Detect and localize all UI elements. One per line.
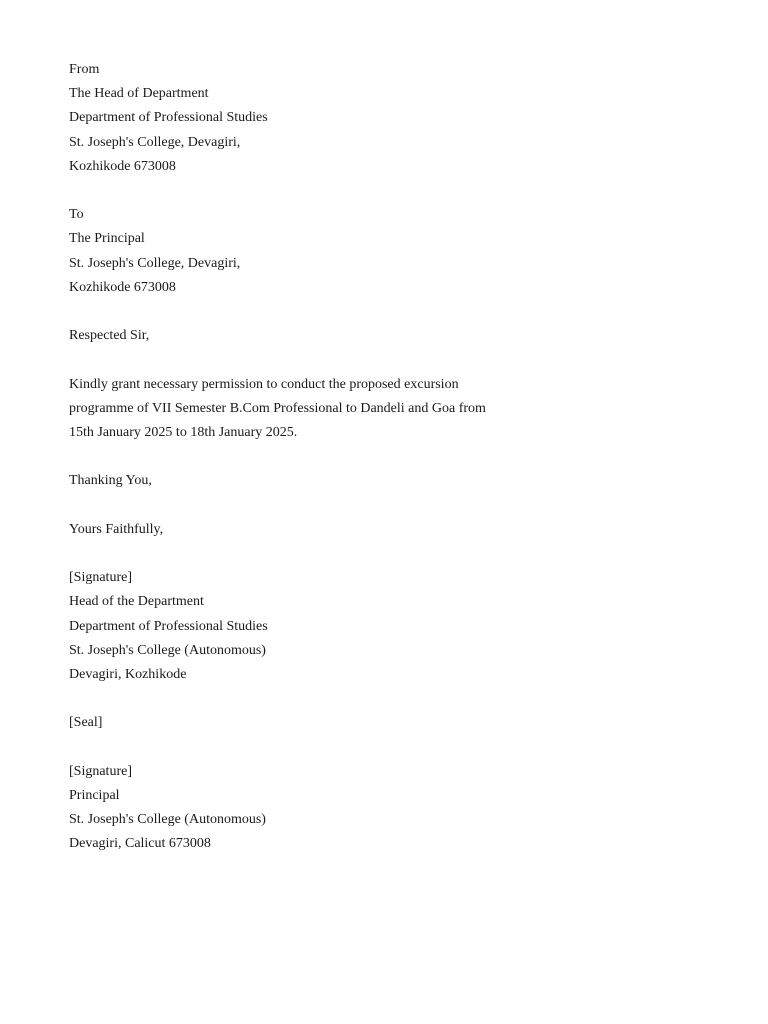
from-heading: From <box>69 62 100 77</box>
spacer <box>69 300 709 324</box>
seal-placeholder: [Seal] <box>69 715 103 731</box>
spacer <box>69 348 709 372</box>
hod-signature-block <box>69 566 709 687</box>
hod-department: Department of Professional Studies <box>69 618 268 634</box>
recipient-title: The Principal <box>69 231 145 247</box>
spacer <box>69 494 709 518</box>
hod-college: St. Joseph's College (Autonomous) <box>69 642 266 658</box>
letter-body <box>69 373 709 446</box>
body-line: programme of VII Semester B.Com Professional to Dandeli and Goa from <box>69 400 486 416</box>
principal-college: St. Joseph's College (Autonomous) <box>69 812 266 828</box>
recipient-city: Kozhikode 673008 <box>69 279 176 295</box>
principal-signature-block <box>69 760 709 857</box>
sender-college: St. Joseph's College, Devagiri, <box>69 134 241 150</box>
recipient-college: St. Joseph's College, Devagiri, <box>69 255 241 271</box>
sender-title: The Head of Department <box>69 86 209 102</box>
hod-title: Head of the Department <box>69 594 204 610</box>
thanks-line: Thanking You, <box>69 473 152 489</box>
principal-city: Devagiri, Calicut 673008 <box>69 836 211 852</box>
body-line: 15th January 2025 to 18th January 2025. <box>69 425 298 440</box>
spacer <box>69 542 709 566</box>
hod-city: Devagiri, Kozhikode <box>69 666 187 682</box>
recipient-address-block <box>69 203 709 300</box>
sender-city: Kozhikode 673008 <box>69 158 176 174</box>
signature-placeholder: [Signature] <box>69 570 132 586</box>
sender-department: Department of Professional Studies <box>69 110 268 126</box>
spacer <box>69 445 709 469</box>
salutation: Respected Sir, <box>69 328 150 344</box>
principal-title: Principal <box>69 787 120 803</box>
spacer <box>69 179 709 203</box>
letter-page <box>69 58 709 857</box>
spacer <box>69 687 709 711</box>
signature-placeholder: [Signature] <box>69 763 132 779</box>
to-heading: To <box>69 207 84 223</box>
sender-address-block <box>69 58 709 179</box>
closing-line: Yours Faithfully, <box>69 521 164 537</box>
spacer <box>69 736 709 760</box>
body-line: Kindly grant necessary permission to conduct the proposed excursion <box>69 376 459 392</box>
